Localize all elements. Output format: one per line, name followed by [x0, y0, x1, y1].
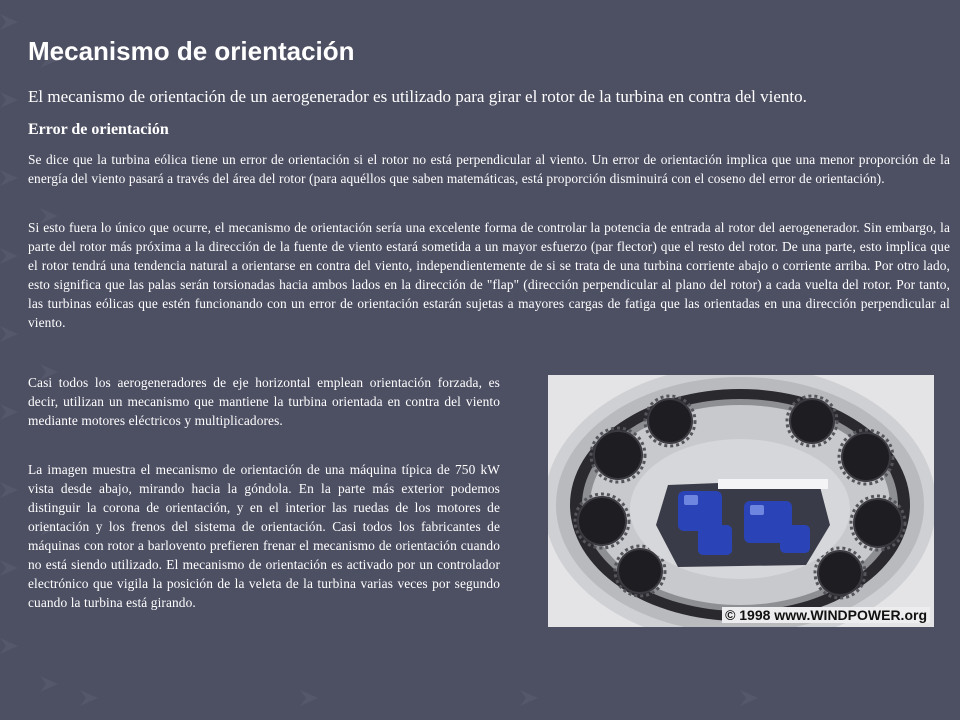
- yaw-mechanism-photo: [548, 375, 934, 627]
- paragraph-2: Si esto fuera lo único que ocurre, el mecanismo de orientación sería una excelente forma de controlar la potencia de entrada al rotor del aerogenerador. Sin embargo, la parte del rotor más próxima a la dirección de la fuente de viento estará sometida a un mayor esfuerzo (par flector) que el resto del rotor. De una parte, esto implica que el rotor tendrá una tendencia natural a orientarse en contra del viento, independientemente de si se trata de una turbina corriente abajo o corriente arriba. Por otro lado, esto significa que las palas serán torsionadas hacia ambos lados en la dirección de "flap" (dirección perpendicular al plano del rotor) a cada vuelta del rotor. Por tanto, las turbinas eólicas que estén funcionando con un error de orientación estarán sujetas a mayores cargas de fatiga que las orientadas en una dirección perpendicular al viento.: [28, 220, 950, 330]
- paragraph-4: La imagen muestra el mecanismo de orientación de una máquina típica de 750 kW vista desde abajo, mirando hacia la góndola. En la parte más exterior podemos distinguir la corona de orientación, y en el interior las ruedas de los motores de orientación y los frenos del sistema de orientación. Casi todos los fabricantes de máquinas con rotor a barlovento prefieren frenar el mecanismo de orientación cuando no está siendo utilizado. El mecanismo de orientación es activado por un controlador electrónico que vigila la posición de la veleta de la turbina varias veces por segundo cuando la turbina está girando.: [28, 462, 500, 610]
- image-caption: © 1998 www.WINDPOWER.org: [722, 607, 930, 623]
- paragraph-3: Casi todos los aerogeneradores de eje horizontal emplean orientación forzada, es decir, utilizan un mecanismo que mantiene la turbina orientada en contra del viento mediante motores eléctricos y multiplicadores.: [28, 375, 500, 428]
- intro-text: El mecanismo de orientación de un aerogenerador es utilizado para girar el rotor de la turbina en contra del viento.: [28, 87, 807, 106]
- paragraph-1: Se dice que la turbina eólica tiene un error de orientación si el rotor no está perpendicular al viento. Un error de orientación implica que una menor proporción de la energía del viento pasará a través del área del rotor (para aquéllos que saben matemáticas, está proporción disminuirá con el coseno del error de orientación).: [28, 152, 950, 186]
- section-heading: Error de orientación: [28, 121, 169, 138]
- page-title: Mecanismo de orientación: [28, 36, 355, 66]
- yaw-mechanism-illustration: [548, 375, 934, 627]
